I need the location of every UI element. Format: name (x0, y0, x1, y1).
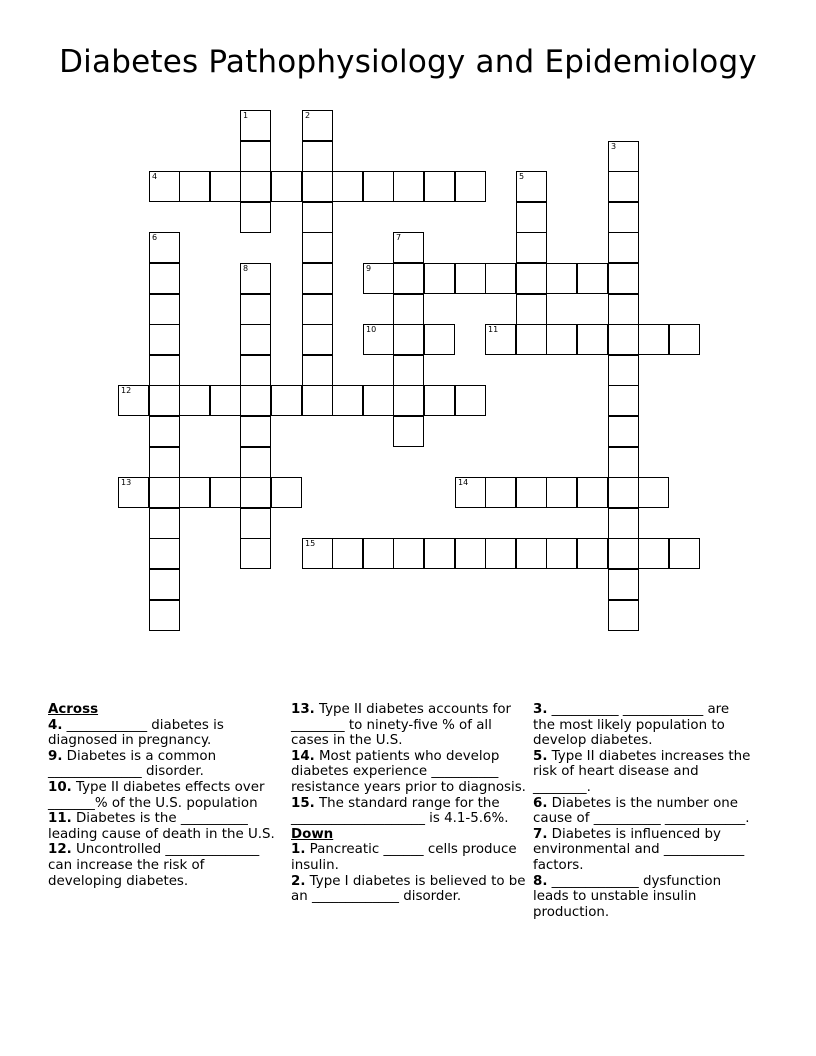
crossword-cell[interactable] (271, 477, 302, 508)
crossword-cell[interactable] (302, 385, 333, 416)
crossword-cell[interactable] (516, 171, 547, 202)
crossword-cell[interactable] (149, 232, 180, 263)
clue-across-4: 4. ____________ diabetes is diagnosed in pregnancy. (48, 717, 224, 749)
crossword-cell[interactable] (608, 294, 639, 325)
crossword-cell[interactable] (485, 477, 516, 508)
clue-number: 8 (243, 264, 249, 273)
page-title: Diabetes Pathophysiology and Epidemiology (59, 44, 757, 80)
crossword-cell[interactable] (516, 294, 547, 325)
crossword-cell[interactable] (149, 416, 180, 447)
crossword-cell[interactable] (363, 385, 394, 416)
crossword-cell[interactable] (149, 569, 180, 600)
crossword-cell[interactable] (149, 294, 180, 325)
crossword-cell[interactable] (240, 202, 271, 233)
crossword-cell[interactable] (393, 171, 424, 202)
crossword-cell[interactable] (608, 416, 639, 447)
crossword-cell[interactable] (516, 202, 547, 233)
clue-across-15: 15. The standard range for the ____________________ is 4.1-5.6%. (291, 795, 509, 827)
crossword-cell[interactable] (363, 263, 394, 294)
crossword-cell[interactable] (455, 538, 486, 569)
crossword-cell[interactable] (608, 508, 639, 539)
clue-down-8: 8. _____________ dysfunction leads to unstable insulin production. (533, 873, 722, 920)
crossword-cell[interactable] (302, 232, 333, 263)
crossword-cell[interactable] (577, 324, 608, 355)
clue-number: 15 (305, 539, 316, 548)
crossword-cell[interactable] (638, 477, 669, 508)
crossword-cell[interactable] (240, 416, 271, 447)
crossword-cell[interactable] (516, 477, 547, 508)
crossword-cell[interactable] (179, 477, 210, 508)
crossword-cell[interactable] (332, 538, 363, 569)
crossword-cell[interactable] (302, 538, 333, 569)
crossword-cell[interactable] (608, 600, 639, 631)
crossword-cell[interactable] (149, 538, 180, 569)
crossword-cell[interactable] (516, 324, 547, 355)
clue-number: 7 (396, 233, 402, 242)
crossword-cell[interactable] (149, 477, 180, 508)
crossword-cell[interactable] (455, 263, 486, 294)
crossword-cell[interactable] (393, 355, 424, 386)
crossword-cell[interactable] (546, 324, 577, 355)
crossword-cell[interactable] (302, 141, 333, 172)
crossword-cell[interactable] (240, 538, 271, 569)
clue-across-11: 11. Diabetes is the __________ leading cause of death in the U.S. (48, 811, 275, 842)
crossword-cell[interactable] (485, 324, 516, 355)
crossword-cell[interactable] (118, 385, 149, 416)
crossword-cell[interactable] (302, 110, 333, 141)
crossword-cell[interactable] (455, 385, 486, 416)
crossword-cell[interactable] (577, 538, 608, 569)
crossword-cell[interactable] (669, 538, 700, 569)
crossword-cell[interactable] (608, 355, 639, 386)
crossword-cell[interactable] (424, 385, 455, 416)
crossword-cell[interactable] (149, 355, 180, 386)
crossword-cell[interactable] (302, 324, 333, 355)
crossword-cell[interactable] (608, 141, 639, 172)
clue-down-7: 7. Diabetes is influenced by environmental and ____________ factors. (533, 826, 745, 873)
across-heading: Across (48, 702, 99, 717)
crossword-cell[interactable] (393, 538, 424, 569)
crossword-cell[interactable] (240, 508, 271, 539)
crossword-cell[interactable] (608, 263, 639, 294)
crossword-cell[interactable] (240, 385, 271, 416)
crossword-cell[interactable] (608, 171, 639, 202)
crossword-cell[interactable] (363, 171, 394, 202)
crossword-cell[interactable] (271, 171, 302, 202)
crossword-cell[interactable] (149, 324, 180, 355)
crossword-cell[interactable] (455, 477, 486, 508)
crossword-cell[interactable] (608, 385, 639, 416)
crossword-cell[interactable] (240, 324, 271, 355)
clue-number: 9 (366, 264, 372, 273)
clue-number: 12 (121, 386, 132, 395)
clue-number: 6 (152, 233, 158, 242)
crossword-cell[interactable] (302, 171, 333, 202)
crossword-cell[interactable] (608, 447, 639, 478)
crossword-cell[interactable] (393, 385, 424, 416)
crossword-cell[interactable] (393, 416, 424, 447)
crossword-cell[interactable] (240, 355, 271, 386)
crossword-cell[interactable] (608, 232, 639, 263)
crossword-cell[interactable] (240, 263, 271, 294)
crossword-cell[interactable] (149, 263, 180, 294)
crossword-cell[interactable] (455, 171, 486, 202)
crossword-cell[interactable] (332, 171, 363, 202)
crossword-cell[interactable] (149, 508, 180, 539)
crossword-cell[interactable] (149, 171, 180, 202)
crossword-cell[interactable] (149, 600, 180, 631)
crossword-cell[interactable] (638, 538, 669, 569)
clue-number: 14 (458, 478, 469, 487)
crossword-cell[interactable] (424, 324, 455, 355)
clue-number: 5 (519, 172, 525, 181)
crossword-cell[interactable] (393, 324, 424, 355)
crossword-cell[interactable] (424, 538, 455, 569)
clue-across-12: 12. Uncontrolled ______________ can increase the risk of developing diabetes. (48, 842, 260, 889)
crossword-cell[interactable] (516, 538, 547, 569)
clue-across-14: 14. Most patients who develop diabetes experience __________ resistance years prior to diagnosis. (291, 748, 526, 795)
clue-number: 4 (152, 172, 158, 181)
clue-number: 11 (488, 325, 499, 334)
clue-number: 3 (611, 142, 617, 151)
crossword-cell[interactable] (271, 385, 302, 416)
crossword-cell[interactable] (118, 477, 149, 508)
crossword-cell[interactable] (608, 324, 639, 355)
crossword-cell[interactable] (179, 385, 210, 416)
clue-down-1: 1. Pancreatic ______ cells produce insulin. (291, 842, 517, 873)
crossword-cell[interactable] (577, 477, 608, 508)
crossword-cell[interactable] (149, 385, 180, 416)
clues-column-1 (48, 702, 276, 889)
crossword-cell[interactable] (516, 263, 547, 294)
clue-down-3: 3. __________ ____________ are the most likely population to develop diabetes. (533, 702, 730, 749)
crossword-cell[interactable] (546, 263, 577, 294)
crossword-cell[interactable] (240, 447, 271, 478)
crossword-cell[interactable] (669, 324, 700, 355)
clue-across-10: 10. Type II diabetes effects over _______% of the U.S. population (48, 779, 265, 811)
crossword-cell[interactable] (179, 171, 210, 202)
crossword-cell[interactable] (546, 538, 577, 569)
crossword-cell[interactable] (149, 447, 180, 478)
crossword-cell[interactable] (608, 477, 639, 508)
crossword-cell[interactable] (302, 355, 333, 386)
crossword-cell[interactable] (240, 141, 271, 172)
crossword-cell[interactable] (240, 171, 271, 202)
crossword-cell[interactable] (393, 232, 424, 263)
crossword-cell[interactable] (516, 232, 547, 263)
crossword-cell[interactable] (485, 263, 516, 294)
crossword-cell[interactable] (424, 263, 455, 294)
crossword-cell[interactable] (577, 263, 608, 294)
crossword-cell[interactable] (240, 110, 271, 141)
clues-column-3 (533, 702, 755, 920)
crossword-cell[interactable] (240, 477, 271, 508)
crossword-cell[interactable] (608, 538, 639, 569)
clue-across-9: 9. Diabetes is a common ______________ disorder. (48, 748, 217, 780)
crossword-cell[interactable] (240, 294, 271, 325)
clue-number: 1 (243, 111, 249, 120)
clue-down-5: 5. Type II diabetes increases the risk of heart disease and ________. (533, 748, 751, 795)
crossword-cell[interactable] (302, 294, 333, 325)
down-heading: Down (291, 826, 334, 842)
crossword-cell[interactable] (393, 263, 424, 294)
crossword-cell[interactable] (302, 263, 333, 294)
crossword-cell[interactable] (302, 202, 333, 233)
crossword-cell[interactable] (210, 385, 241, 416)
crossword-cell[interactable] (485, 538, 516, 569)
crossword-cell[interactable] (608, 202, 639, 233)
crossword-cell[interactable] (393, 294, 424, 325)
crossword-cell[interactable] (332, 385, 363, 416)
clue-number: 13 (121, 478, 132, 487)
clue-across-13: 13. Type II diabetes accounts for ________ to ninety-five % of all cases in the U.S. (291, 702, 512, 749)
clue-number: 2 (305, 111, 311, 120)
clues-column-2 (291, 702, 527, 905)
clue-down-2: 2. Type I diabetes is believed to be an _____________ disorder. (291, 873, 526, 905)
clue-down-6: 6. Diabetes is the number one cause of __________ ____________. (533, 795, 750, 827)
crossword-cell[interactable] (546, 477, 577, 508)
clue-number: 10 (366, 325, 377, 334)
crossword-cell[interactable] (424, 171, 455, 202)
crossword-cell[interactable] (363, 324, 394, 355)
crossword-cell[interactable] (363, 538, 394, 569)
crossword-cell[interactable] (210, 477, 241, 508)
crossword-cell[interactable] (638, 324, 669, 355)
crossword-cell[interactable] (608, 569, 639, 600)
crossword-cell[interactable] (210, 171, 241, 202)
